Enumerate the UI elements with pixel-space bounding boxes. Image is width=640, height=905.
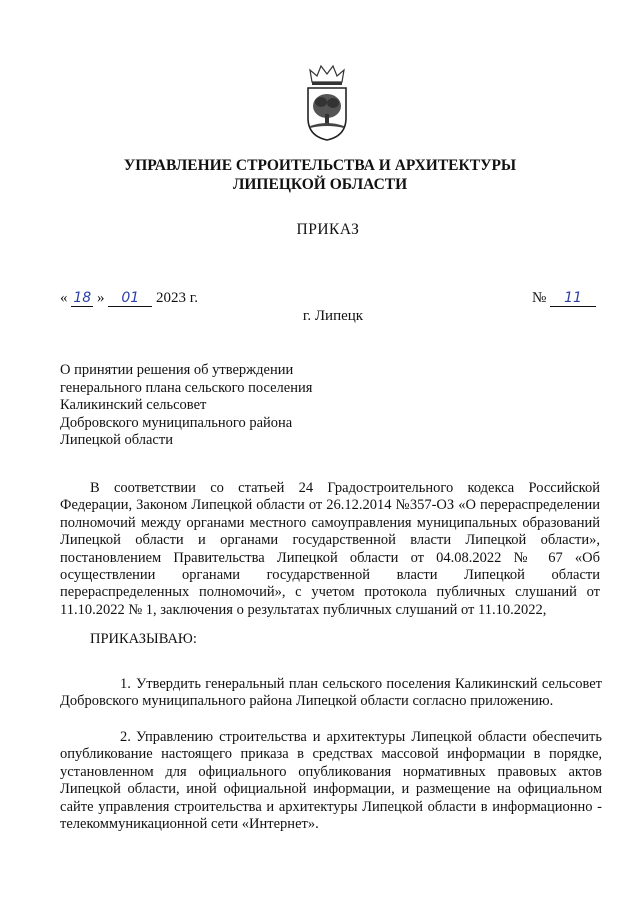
date-day: 18 bbox=[73, 290, 92, 306]
date-day-field bbox=[71, 291, 93, 307]
date-month-field bbox=[108, 291, 152, 307]
subject-line: Липецкой области bbox=[60, 432, 173, 449]
orders-heading: ПРИКАЗЫВАЮ: bbox=[90, 631, 197, 647]
number-value: 11 bbox=[564, 290, 582, 306]
preamble-paragraph: В соответствии со статьей 24 Градостроительного кодекса Российской Федерации, Законом Липецкой области от 26.12.2014 №357-ОЗ «О перераспределении полномочий между органами местного самоуправления муниципальных образований Липецкой области и органами государственной власти Липецкой области», постановлением Правительства Липецкой области от 04.08.2022 № 67 «Об осуществлении органами государственной власти Липецкой области перераспределенных полномочий», с учетом протокола публичных слушаний от 11.10.2022 № 1, заключения о результатах публичных слушаний от 11.10.2022, bbox=[60, 480, 600, 618]
organization-name-line2: ЛИПЕЦКОЙ ОБЛАСТИ bbox=[232, 176, 408, 193]
subject-line: Каликинский сельсовет bbox=[60, 397, 207, 414]
order-item bbox=[60, 729, 602, 833]
order-item-number: 2. bbox=[120, 729, 131, 745]
date-month: 01 bbox=[121, 290, 140, 306]
number-field bbox=[550, 291, 596, 307]
order-item-text: Утвердить генеральный план сельского поселения Каликинский сельсовет Добровского муниципального района Липецкой области согласно приложению. bbox=[60, 676, 602, 710]
date-open-quote: « bbox=[60, 290, 68, 306]
order-item-number: 1. bbox=[120, 676, 131, 692]
subject-line: генерального плана сельского поселения bbox=[60, 379, 313, 396]
date-year: 2023 г. bbox=[156, 290, 198, 306]
subject-line: О принятии решения об утверждении bbox=[60, 362, 294, 378]
lipetsk-coat-of-arms-icon bbox=[304, 62, 350, 142]
order-item-text: Управлению строительства и архитектуры Липецкой области обеспечить опубликование настоящего приказа в средствах массовой информации в порядке, установленном для официального опубликования нормативных правовых актов Липецкой области, иной официальной информации, и размещение на официальном сайте управления строительства и архитектуры Липецкой области в информационно - телекоммуникационной сети «Интернет». bbox=[60, 729, 602, 833]
document-number bbox=[532, 290, 596, 307]
date-close-quote: » bbox=[97, 290, 105, 306]
city: г. Липецк bbox=[302, 308, 364, 324]
organization-name-line1: УПРАВЛЕНИЕ СТРОИТЕЛЬСТВА И АРХИТЕКТУРЫ bbox=[123, 157, 517, 174]
subject-line: Добровского муниципального района bbox=[60, 414, 293, 431]
document-date bbox=[60, 290, 198, 307]
document-subject bbox=[60, 362, 380, 450]
document-type: ПРИКАЗ bbox=[296, 221, 360, 238]
number-sign: № bbox=[532, 290, 547, 306]
order-item bbox=[60, 676, 602, 711]
